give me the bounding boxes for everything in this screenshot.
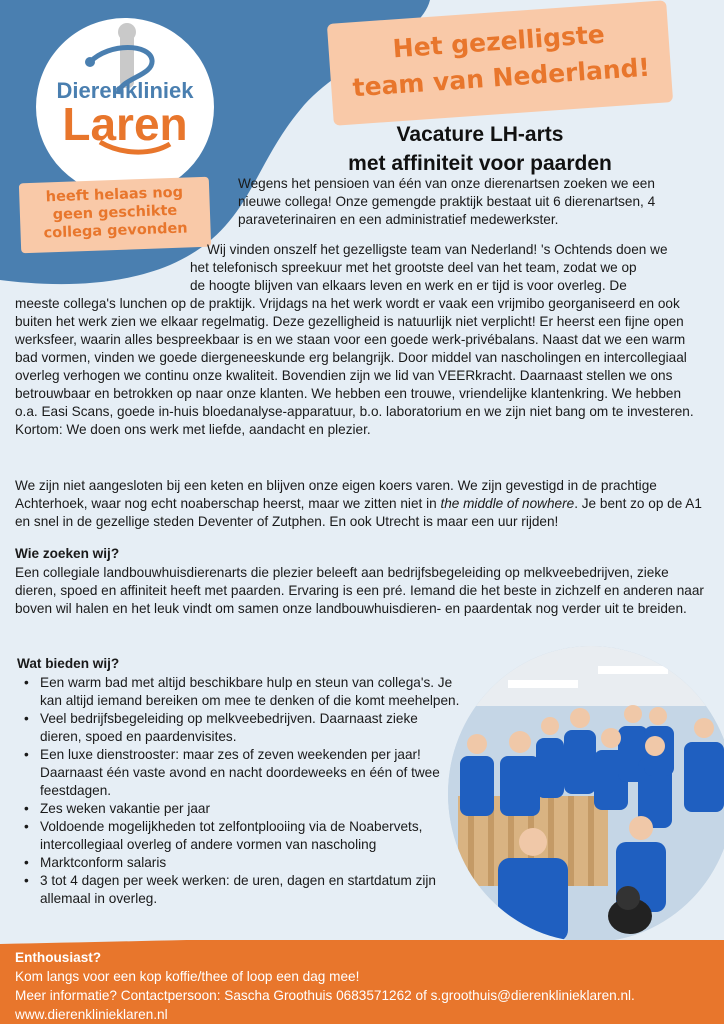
wie-paragraph: Een collegiale landbouwhuisdierenarts die plezier beleeft aan bedrijfsbegeleiding op melkveebedrijven, zieke dieren, spoed en affiniteit heeft met paarden. Ervaring is een pré. Iemand die het beste in zichzelf en anderen naar boven wil halen en het leuk vindt om samen onze landbouwhuisdieren- en paardentak nog verder uit te breiden. <box>15 565 704 616</box>
sticker-line-2: geen geschikte <box>52 202 178 224</box>
section-heading-wat: Wat bieden wij? <box>17 656 120 671</box>
vacancy-title-line-1: Vacature LH-arts <box>396 123 564 146</box>
logo-text-top: Dierenkliniek <box>56 78 194 103</box>
team-line-2: het telefonisch spreekuur met het grootste deel van het team, zodat we op <box>190 260 637 275</box>
sticker-line-3: collega gevonden <box>43 220 188 242</box>
list-item: • Zes weken vakantie per jaar <box>20 800 460 818</box>
intro-paragraph: Wegens het pensioen van één van onze dierenartsen zoeken we een nieuwe collega! Onze gemengde praktijk bestaat uit 6 dierenartsen, 4 paraveterinairen en een administratief medewerkster. <box>238 176 656 227</box>
location-paragraph <box>15 477 705 531</box>
headline-line-2: team van Nederland! <box>351 52 651 103</box>
footer-website-link[interactable]: www.dierenklinieklaren.nl <box>15 1007 168 1022</box>
location-text-before: We zijn niet aangesloten bij een keten en blijven onze eigen koers varen. We zijn gevestigd in de prachtige Achterhoek, waar nog echt noaberschap heerst, maar we zitten niet in <box>15 478 657 511</box>
sticker-line-1: heeft helaas nog <box>45 184 184 206</box>
team-paragraph <box>15 241 705 439</box>
team-photo <box>448 646 724 942</box>
list-item: • Een luxe dienstrooster: maar zes of zeven weekenden per jaar! Daarnaast één vaste avond en nacht doordeweeks en één of twee feestdagen. <box>20 746 460 800</box>
team-photo-illustration <box>448 646 724 942</box>
footer-contact[interactable]: Meer informatie? Contactpersoon: Sascha Groothuis 0683571262 of s.groothuis@dierenklinieklaren.nl. <box>15 988 635 1003</box>
list-item: • Veel bedrijfsbegeleiding op melkveebedrijven. Daarnaast zieke dieren, spoed en paardenvisites. <box>20 710 460 746</box>
section-heading-wie: Wie zoeken wij? <box>15 546 120 561</box>
list-item: • Een warm bad met altijd beschikbare hulp en steun van collega's. Je kan altijd iemand bereiken om mee te denken of die komt meehelpen. <box>20 674 460 710</box>
offer-list <box>20 674 460 908</box>
location-text-after: . Je bent zo op de A1 en snel in de gezellige steden Deventer of Zutphen. En ook Utrecht is maar een uur rijden! <box>15 496 702 529</box>
team-line-3: de hoogte blijven van elkaars leven en werk en er tijd is voor overleg. De <box>190 278 627 293</box>
logo-text-main: Laren <box>62 98 188 150</box>
list-item: • 3 tot 4 dagen per week werken: de uren, dagen en startdatum zijn allemaal in overleg. <box>20 872 460 908</box>
team-line-1: Wij vinden onszelf het gezelligste team van Nederland! 's Ochtends doen we <box>207 242 668 257</box>
footer-invite: Kom langs voor een kop koffie/thee of loop een dag mee! <box>15 969 360 984</box>
location-text-italic: the middle of nowhere <box>440 496 575 511</box>
list-item: • Marktconform salaris <box>20 854 460 872</box>
vacancy-title-line-2: met affiniteit voor paarden <box>348 152 612 175</box>
team-rest: meeste collega's lunchen op de praktijk. Vrijdags na het werk wordt er vaak een vrijmibo georganiseerd en ook buiten het werk zien we elkaar regelmatig. Deze gezelligheid is natuurlijk niet verplicht! Er heerst een fijne open werksfeer, waarin alles bespreekbaar is en we staan voor een goede werk-privébalans. Naast dat we een warm bad vormen, vinden we goede diergeneeskunde erg belangrijk. Door middel van nascholingen en intercollegiaal overleg verhogen we continu onze kwaliteit. Bovendien zijn we lid van VEERkracht. Daarnaast stellen we ons betrouwbaar en betrokken op naar onze klanten. We hebben een trouwe, vriendelijke klantenkring. We hebben o.a. Easi Scans, goede in-huis bloedanalyse-apparatuur, b.o. laboratorium en we zijn niet bang om te investeren. Kortom: We doen ons werk met liefde, aandacht en plezier. <box>15 296 694 437</box>
headline-line-1: Het gezelligste <box>391 19 606 64</box>
sticker-text <box>19 183 211 244</box>
list-item: • Voldoende mogelijkheden tot zelfontplooiing via de Noabervets, intercollegiaal overleg of andere vormen van nascholing <box>20 818 460 854</box>
footer-heading: Enthousiast? <box>15 950 102 965</box>
vacancy-title <box>300 120 660 178</box>
